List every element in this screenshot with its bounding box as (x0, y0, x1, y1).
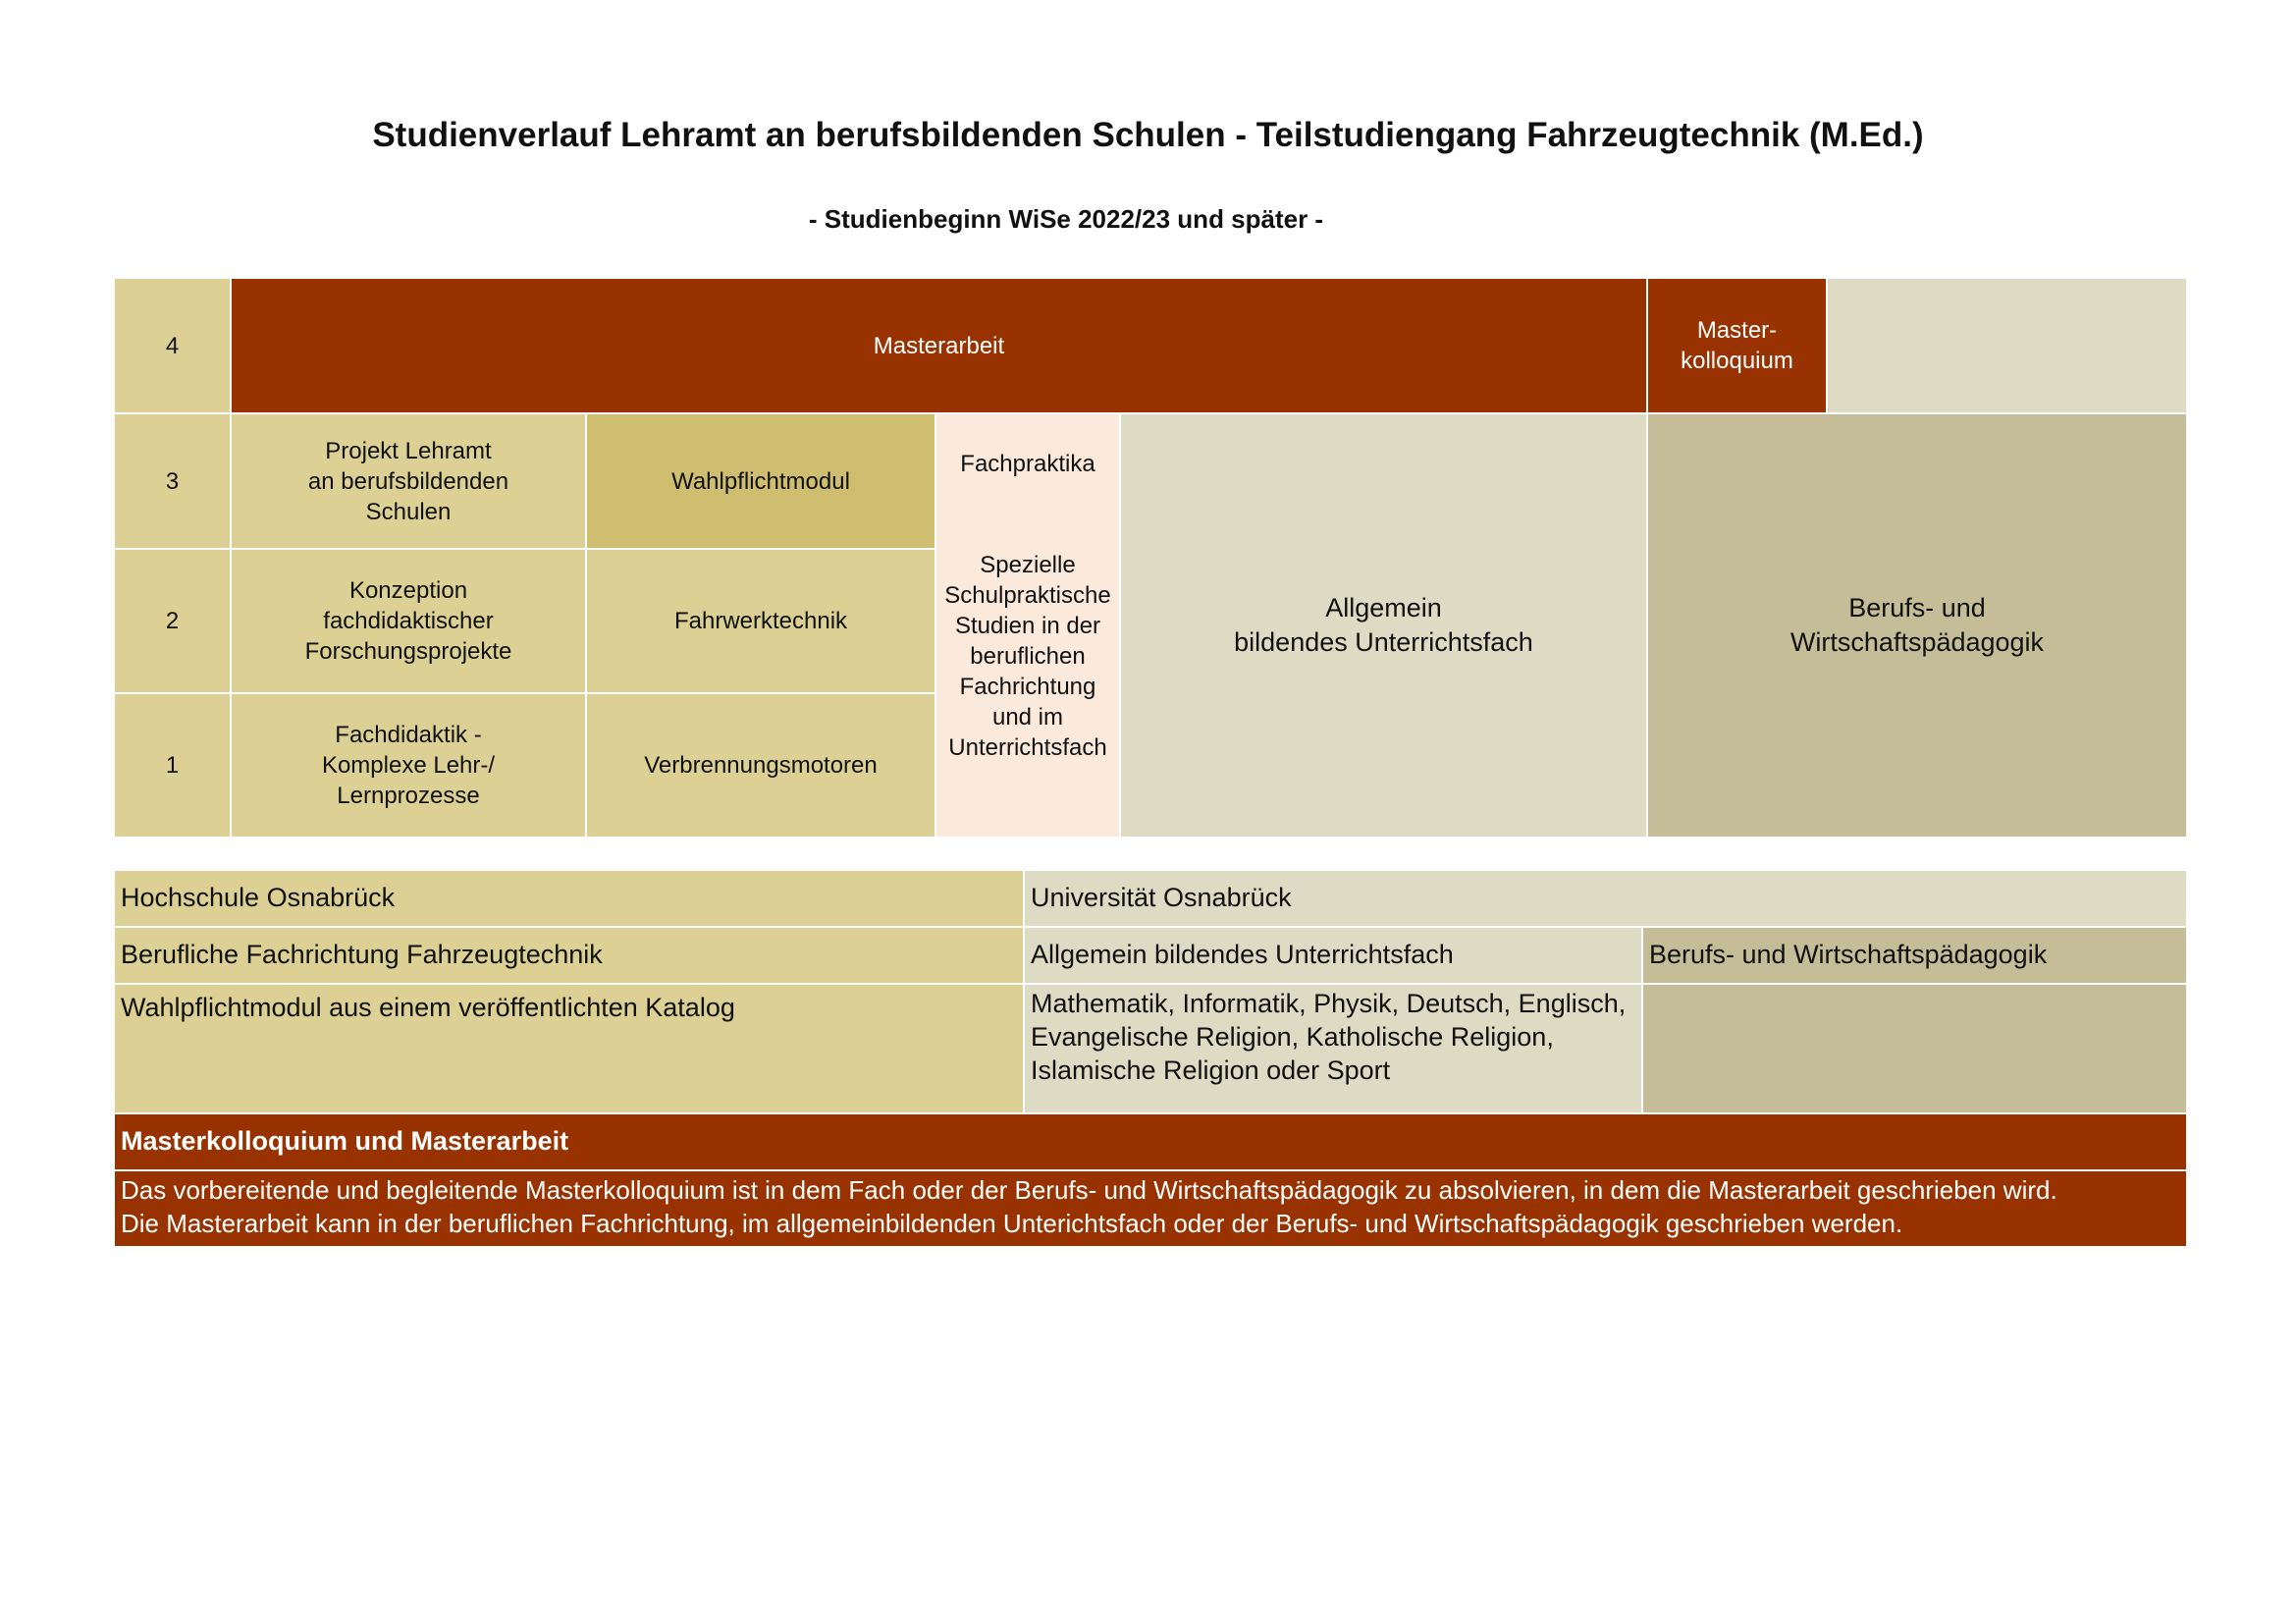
page-subtitle: - Studienbeginn WiSe 2022/23 und später - (808, 204, 1324, 234)
legend-unterrichtsfaecher: Mathematik, Informatik, Physik, Deutsch, Englisch, Evangelische Religion, Katholische Religion, Islamische Religion oder Sport (1025, 985, 1641, 1112)
fahrwerktechnik-module: Fahrwerktechnik (587, 550, 934, 692)
semester-3: 3 (115, 414, 230, 548)
legend-hochschule: Hochschule Osnabrück (115, 871, 1023, 926)
legend-empty-cell (1643, 985, 2186, 1112)
konzeption-module: Konzeption fachdidaktischer Forschungsprojekte (232, 550, 585, 692)
fachpraktika-block (936, 414, 1119, 837)
legend-universitaet: Universität Osnabrück (1025, 871, 2186, 926)
wahlpflichtmodul-module: Wahlpflichtmodul (587, 414, 934, 548)
semester-2: 2 (115, 550, 230, 692)
legend-allgemein-bildendes-fach: Allgemein bildendes Unterrichtsfach (1025, 928, 1641, 983)
legend-master-heading: Masterkolloquium und Masterarbeit (115, 1114, 2186, 1169)
legend-bwp: Berufs- und Wirtschaftspädagogik (1643, 928, 2186, 983)
verbrennungsmotoren-module: Verbrennungsmotoren (587, 694, 934, 837)
semester-1: 1 (115, 694, 230, 837)
projekt-lehramt-module: Projekt Lehramt an berufsbildenden Schulen (232, 414, 585, 548)
page-title: Studienverlauf Lehramt an berufsbildenden Schulen - Teilstudiengang Fahrzeugtechnik (M.Ed.) (372, 116, 1924, 154)
fachdidaktik-module: Fachdidaktik - Komplexe Lehr-/ Lernprozesse (232, 694, 585, 837)
legend-berufliche-fachrichtung: Berufliche Fachrichtung Fahrzeugtechnik (115, 928, 1023, 983)
spezielle-schulpraktische-studien-label: Spezielle Schulpraktische Studien in der beruflichen Fachrichtung und im Unterrichtsfach (944, 552, 1111, 761)
fachpraktika-label: Fachpraktika (960, 451, 1095, 477)
empty-cell (1828, 279, 2186, 412)
berufs-wirtschaftspaedagogik-block: Berufs- und Wirtschaftspädagogik (1648, 414, 2186, 837)
semester-4: 4 (115, 279, 230, 412)
masterarbeit-block: Masterarbeit (232, 279, 1646, 412)
legend-master-text: Das vorbereitende und begleitende Masterkolloquium ist in dem Fach oder der Berufs- und Wirtschaftspädagogik zu absolvieren, in dem die Masterarbeit geschrieben wird. Die Masterarbeit kann in der beruflichen Fachrichtung, im allgemeinbildenden Unterichtsfach oder der Berufs- und Wirtschaftspädagogik geschrieben werden. (115, 1171, 2186, 1246)
masterkolloquium-block: Master- kolloquium (1648, 279, 1826, 412)
allgemein-bildendes-unterrichtsfach-block: Allgemein bildendes Unterrichtsfach (1121, 414, 1646, 837)
legend-wahlpflichtmodul: Wahlpflichtmodul aus einem veröffentlichten Katalog (115, 985, 1023, 1112)
